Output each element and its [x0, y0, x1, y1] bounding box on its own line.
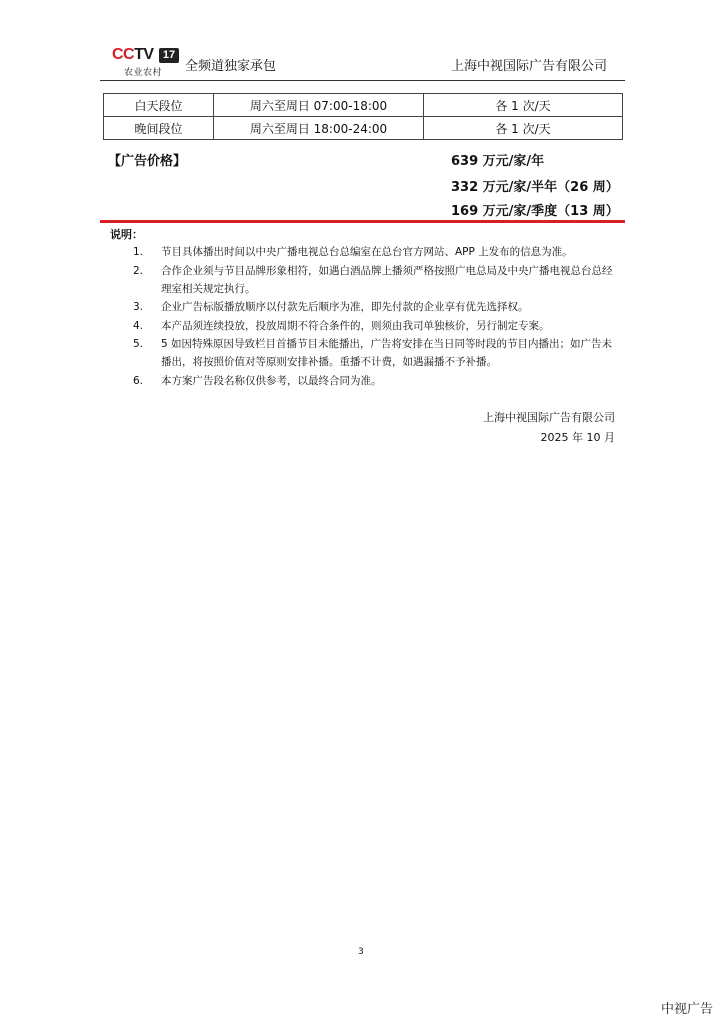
signature-company: 上海中视国际广告有限公司 [483, 411, 615, 424]
logo-channel-number: 17 [159, 48, 179, 63]
table-row [104, 94, 623, 117]
price-half-year: 332 万元/家/半年（26 周） [451, 180, 619, 195]
page-header [100, 40, 625, 81]
logo-subtitle: 农业农村 [124, 68, 163, 78]
slot-frequency: 各 1 次/天 [424, 94, 623, 117]
slot-frequency: 各 1 次/天 [424, 117, 623, 140]
page-number: 3 [358, 947, 364, 957]
logo-mark: CCTV [112, 46, 154, 63]
signature-date: 2025 年 10 月 [540, 431, 615, 444]
note-text: 本方案广告段名称仅供参考，以最终合同为准。 [161, 375, 382, 387]
price-annual: 639 万元/家/年 [451, 154, 545, 169]
notes-title: 说明： [110, 228, 143, 241]
note-text: 本产品须连续投放，投放周期不符合条件的，则须由我司单独核价，另行制定专案。 [161, 320, 550, 332]
header-company-name: 上海中视国际广告有限公司 [450, 59, 607, 74]
red-divider [100, 220, 625, 223]
note-number: 5. [133, 338, 144, 350]
note-number: 2. [133, 265, 144, 277]
slot-name: 白天段位 [104, 94, 214, 117]
slot-time: 周六至周日 07:00-18:00 [214, 94, 424, 117]
note-number: 4. [133, 320, 144, 332]
price-label: 【广告价格】 [108, 154, 187, 169]
cctv17-logo [112, 46, 180, 76]
note-number: 3. [133, 301, 144, 313]
slot-time: 周六至周日 18:00-24:00 [214, 117, 424, 140]
note-text: 5 如因特殊原因导致栏目首播节目未能播出，广告将安排在当日同等时段的节目内播出；如广告未播出，将按照价值对等原则安排补播。重播不计费，如遇漏播不予补播。 [161, 338, 613, 368]
note-text: 企业广告标版播放顺序以付款先后顺序为准，即先付款的企业享有优先选择权。 [161, 301, 529, 313]
note-number: 6. [133, 375, 144, 387]
note-text: 节目具体播出时间以中央广播电视总台总编室在总台官方网站、APP 上发布的信息为准。 [161, 246, 573, 258]
note-text: 合作企业须与节目品牌形象相符，如遇白酒品牌上播须严格按照广电总局及中央广播电视总台总经理室相关规定执行。 [161, 265, 613, 295]
note-number: 1. [133, 246, 144, 258]
watermark-text: 中视广告 [660, 1002, 713, 1017]
header-left-title: 全频道独家承包 [185, 59, 277, 74]
slots-table [103, 93, 623, 140]
table-row [104, 117, 623, 140]
price-quarter: 169 万元/家/季度（13 周） [451, 204, 619, 219]
slot-name: 晚间段位 [104, 117, 214, 140]
